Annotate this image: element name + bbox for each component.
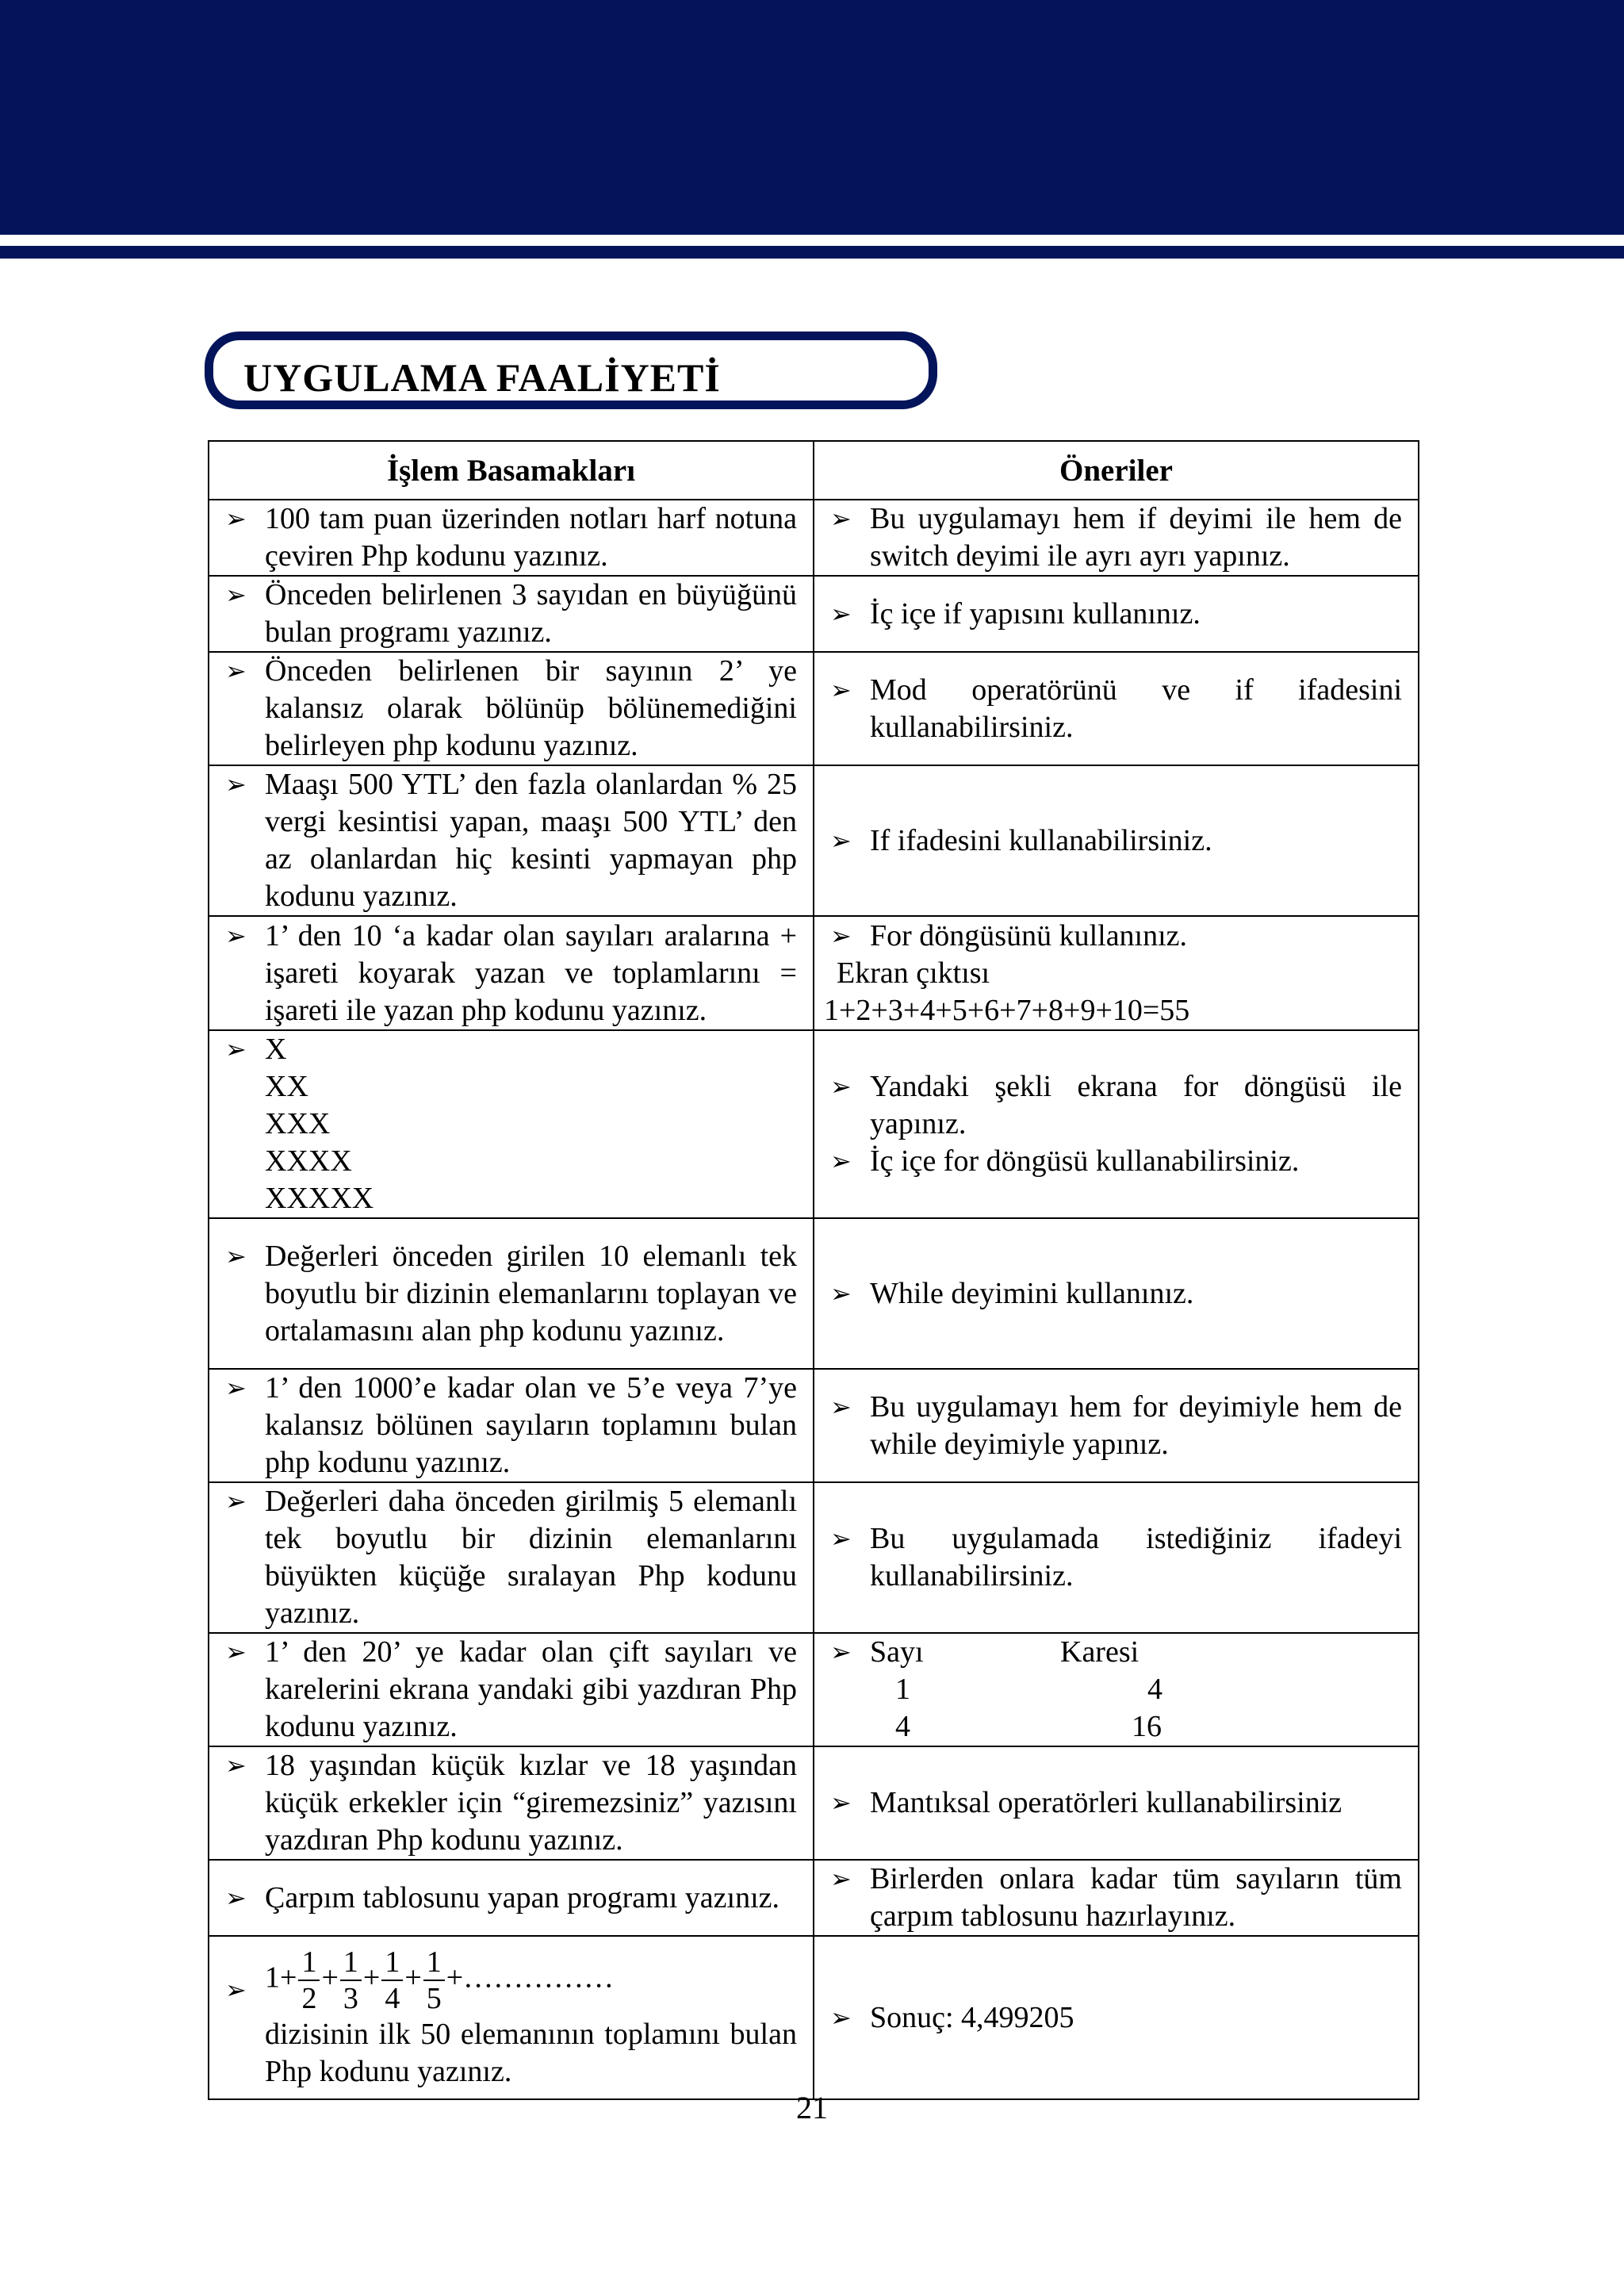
squares-cell: 16	[1132, 1710, 1162, 1743]
step-cell	[209, 1633, 814, 1746]
squares-cell: 1	[895, 1673, 910, 1706]
squares-head-number: Sayı	[870, 1635, 924, 1669]
arrow-bullet-icon: ➢	[830, 1788, 852, 1818]
step-text: Önceden belirlenen bir sayının 2’ ye kalansız olarak bölünüp bölünemediğini belirleyen php kodunu yazınız.	[265, 654, 797, 762]
suggestion-text: İç içe for döngüsü kullanabilirsiniz.	[870, 1144, 1300, 1178]
table-row	[209, 765, 1419, 916]
table-row	[209, 916, 1419, 1030]
output-value: 1+2+3+4+5+6+7+8+9+10=55	[824, 993, 1190, 1027]
step-cell	[209, 916, 814, 1030]
suggestion-cell	[814, 1633, 1419, 1746]
step-cell	[209, 1030, 814, 1218]
step-text: 18 yaşından küçük kızlar ve 18 yaşından küçük erkekler için “giremezsiniz” yazısını yazdıran Php kodunu yazınız.	[265, 1749, 797, 1857]
arrow-bullet-icon: ➢	[225, 1486, 247, 1516]
suggestion-text: While deyimini kullanınız.	[870, 1276, 1194, 1310]
suggestion-text: For döngüsünü kullanınız.	[870, 918, 1188, 952]
table-row	[209, 1633, 1419, 1746]
arrow-bullet-icon: ➢	[830, 674, 852, 705]
section-title: UYGULAMA FAALİYETİ	[243, 355, 721, 400]
suggestion-text: Bu uygulamayı hem if deyimi ile hem de switch deyimi ile ayrı ayrı yapınız.	[870, 502, 1402, 573]
step-text: Çarpım tablosunu yapan programı yazınız.	[265, 1880, 779, 1914]
header-rule	[0, 246, 1624, 259]
arrow-bullet-icon: ➢	[225, 1637, 247, 1667]
arrow-bullet-icon: ➢	[830, 504, 852, 534]
suggestion-cell	[814, 765, 1419, 916]
arrow-bullet-icon: ➢	[830, 2002, 852, 2033]
step-text: 1’ den 10 ‘a kadar olan sayıları aralarına + işareti koyarak yazan ve toplamlarını = işareti ile yazan php kodunu yazınız.	[265, 918, 797, 1027]
suggestion-text: Bu uygulamayı hem for deyimiyle hem de while deyimiyle yapınız.	[870, 1389, 1402, 1461]
fraction: $\frac{1}{5}$	[423, 1945, 445, 2016]
pattern-line: XXXXX	[265, 1182, 374, 1215]
suggestion-cell	[814, 1218, 1419, 1369]
step-text: Maaşı 500 YTL’ den fazla olanlardan % 25 vergi kesintisi yapan, maaşı 500 YTL’ den az olanlardan hiç kesinti yapmayan php kodunu yazınız.	[265, 768, 797, 913]
activity-table	[208, 440, 1419, 2100]
suggestion-cell	[814, 916, 1419, 1030]
suggestion-text: Mod operatörünü ve if ifadesini kullanabilirsiniz.	[870, 673, 1402, 744]
step-text: 100 tam puan üzerinden notları harf notuna çeviren Php kodunu yazınız.	[265, 502, 797, 573]
arrow-bullet-icon: ➢	[830, 1146, 852, 1176]
arrow-bullet-icon: ➢	[225, 1975, 247, 2005]
step-text: Değerleri daha önceden girilmiş 5 elemanlı tek boyutlu bir dizinin elemanlarını büyükten küçüğe sıralayan Php kodunu yazınız.	[265, 1485, 797, 1630]
squares-table	[870, 1634, 1402, 1746]
table-row	[209, 576, 1419, 652]
table-row	[209, 652, 1419, 765]
step-cell	[209, 576, 814, 652]
suggestion-cell	[814, 576, 1419, 652]
suggestion-text: İç içe if yapısını kullanınız.	[870, 596, 1201, 630]
step-cell	[209, 652, 814, 765]
suggestion-text: Mantıksal operatörleri kullanabilirsiniz	[870, 1786, 1342, 1819]
arrow-bullet-icon: ➢	[830, 1637, 852, 1667]
step-text: 1’ den 1000’e kadar olan ve 5’e veya 7’ye kalansız bölünen sayıların toplamını bulan php kodunu yazınız.	[265, 1371, 797, 1479]
squares-cell: 4	[1147, 1673, 1162, 1706]
step-text: dizisinin ilk 50 elemanının toplamını bulan Php kodunu yazınız.	[265, 2018, 797, 2088]
header-band	[0, 0, 1624, 235]
suggestion-cell	[814, 652, 1419, 765]
arrow-bullet-icon: ➢	[225, 656, 247, 686]
table-row	[209, 1746, 1419, 1860]
table-header-row	[209, 441, 1419, 500]
arrow-bullet-icon: ➢	[830, 825, 852, 856]
fraction: $\frac{1}{2}$	[298, 1945, 320, 2016]
pattern-line: XXX	[265, 1107, 331, 1140]
step-cell	[209, 1218, 814, 1369]
table-row	[209, 500, 1419, 576]
table-row	[209, 1218, 1419, 1369]
arrow-bullet-icon: ➢	[830, 1071, 852, 1102]
table-row	[209, 1369, 1419, 1482]
table-row	[209, 1936, 1419, 2099]
arrow-bullet-icon: ➢	[830, 1278, 852, 1309]
suggestion-cell	[814, 1482, 1419, 1633]
step-cell	[209, 1936, 814, 2099]
page-number: 21	[796, 2090, 828, 2125]
fraction: $\frac{1}{4}$	[381, 1945, 403, 2016]
header-suggestions: Öneriler	[814, 441, 1419, 500]
step-text: 1’ den 20’ ye kadar olan çift sayıları ve karelerini ekrana yandaki gibi yazdıran Php kodunu yazınız.	[265, 1635, 797, 1743]
step-text: Değerleri önceden girilen 10 elemanlı tek boyutlu bir dizinin elemanlarını toplayan ve ortalamasını alan php kodunu yazınız.	[265, 1239, 797, 1347]
arrow-bullet-icon: ➢	[225, 769, 247, 799]
fraction: $\frac{1}{3}$	[340, 1945, 362, 2016]
suggestion-text: Sonuç: 4,499205	[870, 2000, 1074, 2034]
arrow-bullet-icon: ➢	[830, 920, 852, 951]
table-row	[209, 1860, 1419, 1936]
arrow-bullet-icon: ➢	[830, 1391, 852, 1422]
arrow-bullet-icon: ➢	[225, 1034, 247, 1064]
header-gap	[0, 235, 1624, 246]
step-cell	[209, 1482, 814, 1633]
header-steps: İşlem Basamakları	[209, 441, 814, 500]
suggestion-cell	[814, 1746, 1419, 1860]
suggestion-cell	[814, 1030, 1419, 1218]
suggestion-text: Yandaki şekli ekrana for döngüsü ile yapınız.	[870, 1070, 1402, 1140]
step-cell	[209, 765, 814, 916]
pattern-line: X	[265, 1033, 287, 1066]
suggestion-cell	[814, 1860, 1419, 1936]
series-tail: +……………	[446, 1960, 615, 1995]
arrow-bullet-icon: ➢	[225, 580, 247, 610]
series-lead: 1+	[265, 1960, 297, 1995]
series-formula: 1+ $\frac{1}{2}$ + $\frac{1}{3}$ + $\frac{1}{4}$ + $\frac{1}{5}$ +……………	[265, 1945, 615, 2015]
arrow-bullet-icon: ➢	[830, 1864, 852, 1894]
step-text: Önceden belirlenen 3 sayıdan en büyüğünü bulan programı yazınız.	[265, 578, 797, 649]
arrow-bullet-icon: ➢	[225, 1373, 247, 1403]
step-cell	[209, 1746, 814, 1860]
section-title-box	[205, 332, 937, 409]
pattern-line: XX	[265, 1070, 308, 1103]
suggestion-cell	[814, 500, 1419, 576]
arrow-bullet-icon: ➢	[225, 1750, 247, 1780]
squares-cell: 4	[895, 1710, 910, 1743]
suggestion-cell	[814, 1369, 1419, 1482]
arrow-bullet-icon: ➢	[225, 504, 247, 534]
suggestion-text: If ifadesini kullanabilirsiniz.	[870, 823, 1212, 857]
output-label: Ekran çıktısı	[837, 956, 990, 990]
table-row	[209, 1030, 1419, 1218]
arrow-bullet-icon: ➢	[225, 1882, 247, 1913]
suggestion-cell	[814, 1936, 1419, 2099]
table-row	[209, 1482, 1419, 1633]
pattern-line: XXXX	[265, 1144, 352, 1178]
squares-head-square: Karesi	[1060, 1635, 1139, 1669]
arrow-bullet-icon: ➢	[225, 1240, 247, 1271]
step-cell	[209, 500, 814, 576]
step-cell	[209, 1369, 814, 1482]
suggestion-text: Birlerden onlara kadar tüm sayıların tüm çarpım tablosunu hazırlayınız.	[870, 1862, 1402, 1933]
arrow-bullet-icon: ➢	[225, 920, 247, 951]
arrow-bullet-icon: ➢	[830, 1524, 852, 1554]
suggestion-text: Bu uygulamada istediğiniz ifadeyi kullanabilirsiniz.	[870, 1522, 1402, 1593]
step-cell	[209, 1860, 814, 1936]
arrow-bullet-icon: ➢	[830, 598, 852, 629]
